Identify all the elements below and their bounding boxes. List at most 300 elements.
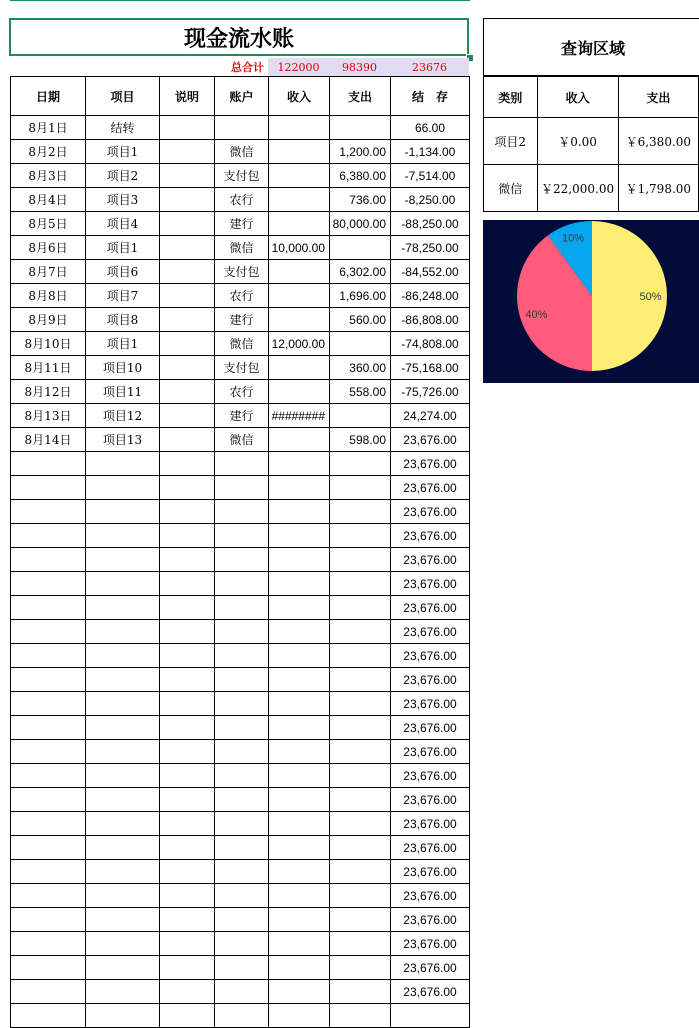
cell-income[interactable] <box>269 284 330 308</box>
cell-expense[interactable] <box>330 236 391 260</box>
cell-income[interactable]: 10,000.00 <box>269 236 330 260</box>
cell-income[interactable] <box>269 788 330 812</box>
cell-note[interactable] <box>160 740 215 764</box>
cell-item[interactable]: 项目7 <box>86 284 160 308</box>
cell-income[interactable] <box>269 620 330 644</box>
cell-account[interactable]: 微信 <box>215 140 269 164</box>
cell-expense[interactable] <box>330 980 391 1004</box>
query-title-cell[interactable] <box>483 18 699 76</box>
cell-income[interactable] <box>269 932 330 956</box>
cell-account[interactable]: 支付包 <box>215 356 269 380</box>
header-note[interactable]: 说明 <box>160 77 215 116</box>
ledger-row <box>11 908 470 932</box>
totals-expense: 98390 <box>342 60 377 74</box>
cell-balance[interactable]: 23,676.00 <box>391 956 470 980</box>
cell-item[interactable]: 结转 <box>86 116 160 140</box>
cell-account[interactable] <box>215 836 269 860</box>
cell-date[interactable] <box>11 500 86 524</box>
cell-item[interactable] <box>86 716 160 740</box>
cell-income[interactable]: ######## <box>269 404 330 428</box>
cell-date[interactable]: 8月10日 <box>11 332 86 356</box>
cell-income[interactable] <box>269 956 330 980</box>
cell-account[interactable] <box>215 716 269 740</box>
cell-item[interactable]: 项目1 <box>86 332 160 356</box>
cell-date[interactable]: 8月4日 <box>11 188 86 212</box>
cell-item[interactable]: 项目1 <box>86 236 160 260</box>
cell-balance[interactable]: 23,676.00 <box>391 452 470 476</box>
cell-balance[interactable]: 23,676.00 <box>391 620 470 644</box>
cell-note[interactable] <box>160 356 215 380</box>
cell-account[interactable] <box>215 740 269 764</box>
cell-income[interactable] <box>269 1004 330 1028</box>
cell-date[interactable] <box>11 956 86 980</box>
cell-date[interactable]: 8月11日 <box>11 356 86 380</box>
cell-account[interactable]: 建行 <box>215 404 269 428</box>
cell-note[interactable] <box>160 236 215 260</box>
cell-note[interactable] <box>160 956 215 980</box>
cell-balance[interactable]: 23,676.00 <box>391 668 470 692</box>
cell-expense[interactable] <box>330 932 391 956</box>
cell-note[interactable] <box>160 164 215 188</box>
cell-account[interactable]: 农行 <box>215 188 269 212</box>
cell-account[interactable]: 支付包 <box>215 164 269 188</box>
header-account[interactable]: 账户 <box>215 77 269 116</box>
cell-income[interactable] <box>269 716 330 740</box>
cell-date[interactable] <box>11 692 86 716</box>
cell-date[interactable]: 8月5日 <box>11 212 86 236</box>
cell-account[interactable]: 微信 <box>215 428 269 452</box>
cell-balance[interactable]: 23,676.00 <box>391 884 470 908</box>
cell-account[interactable]: 建行 <box>215 212 269 236</box>
cell-note[interactable] <box>160 332 215 356</box>
cell-account[interactable] <box>215 524 269 548</box>
cell-income[interactable] <box>269 884 330 908</box>
cell-note[interactable] <box>160 884 215 908</box>
cell-item[interactable] <box>86 452 160 476</box>
cell-account[interactable] <box>215 884 269 908</box>
cell-balance[interactable]: 23,676.00 <box>391 692 470 716</box>
cell-balance[interactable]: 23,676.00 <box>391 524 470 548</box>
cell-date[interactable] <box>11 1004 86 1028</box>
query-header-row <box>484 77 699 118</box>
ledger-row <box>11 380 470 404</box>
cell-date[interactable] <box>11 860 86 884</box>
cell-balance[interactable]: 23,676.00 <box>391 428 470 452</box>
cell-item[interactable]: 项目11 <box>86 380 160 404</box>
cell-income[interactable] <box>269 572 330 596</box>
cell-date[interactable] <box>11 596 86 620</box>
cell-balance[interactable]: 23,676.00 <box>391 740 470 764</box>
cell-balance[interactable]: -86,808.00 <box>391 308 470 332</box>
cell-expense[interactable]: 558.00 <box>330 380 391 404</box>
cell-note[interactable] <box>160 620 215 644</box>
cell-expense[interactable] <box>330 812 391 836</box>
cell-expense[interactable]: 1,200.00 <box>330 140 391 164</box>
cell-expense[interactable] <box>330 596 391 620</box>
cell-note[interactable] <box>160 932 215 956</box>
cell-note[interactable] <box>160 524 215 548</box>
cell-item[interactable]: 项目13 <box>86 428 160 452</box>
query-header-expense[interactable]: 支出 <box>618 77 698 118</box>
cell-account[interactable] <box>215 788 269 812</box>
cell-note[interactable] <box>160 476 215 500</box>
cell-expense[interactable] <box>330 956 391 980</box>
cell-expense[interactable] <box>330 644 391 668</box>
cell-expense[interactable]: 598.00 <box>330 428 391 452</box>
cell-balance[interactable]: 23,676.00 <box>391 716 470 740</box>
cell-income[interactable] <box>269 164 330 188</box>
cell-expense[interactable] <box>330 548 391 572</box>
cell-date[interactable] <box>11 476 86 500</box>
totals-balance-cell[interactable] <box>390 58 469 76</box>
cell-date[interactable]: 8月13日 <box>11 404 86 428</box>
cell-account[interactable] <box>215 116 269 140</box>
ledger-row <box>11 836 470 860</box>
cell-account[interactable]: 农行 <box>215 284 269 308</box>
totals-label-cell[interactable] <box>214 58 264 76</box>
cell-date[interactable] <box>11 980 86 1004</box>
query-cell-expense[interactable]: ￥1,798.00 <box>618 165 698 212</box>
cell-expense[interactable] <box>330 500 391 524</box>
cell-income[interactable] <box>269 428 330 452</box>
cell-expense[interactable] <box>330 884 391 908</box>
totals-income-cell[interactable] <box>268 58 329 76</box>
cell-expense[interactable] <box>330 908 391 932</box>
cell-expense[interactable] <box>330 332 391 356</box>
cell-note[interactable] <box>160 212 215 236</box>
cell-balance[interactable]: -8,250.00 <box>391 188 470 212</box>
ledger-row <box>11 404 470 428</box>
cell-item[interactable] <box>86 884 160 908</box>
cell-account[interactable] <box>215 644 269 668</box>
cell-expense[interactable] <box>330 716 391 740</box>
cell-note[interactable] <box>160 116 215 140</box>
cell-item[interactable] <box>86 932 160 956</box>
cell-item[interactable] <box>86 524 160 548</box>
query-cell-income[interactable]: ￥0.00 <box>537 118 618 165</box>
cell-note[interactable] <box>160 308 215 332</box>
cell-expense[interactable] <box>330 836 391 860</box>
cell-account[interactable] <box>215 908 269 932</box>
cell-income[interactable] <box>269 596 330 620</box>
ledger-row <box>11 164 470 188</box>
cell-item[interactable] <box>86 596 160 620</box>
cell-expense[interactable] <box>330 788 391 812</box>
cell-item[interactable] <box>86 812 160 836</box>
cell-date[interactable] <box>11 572 86 596</box>
cell-income[interactable] <box>269 836 330 860</box>
cell-income[interactable] <box>269 764 330 788</box>
cell-account[interactable] <box>215 452 269 476</box>
cell-balance[interactable]: -78,250.00 <box>391 236 470 260</box>
cell-item[interactable] <box>86 764 160 788</box>
cell-account[interactable] <box>215 500 269 524</box>
cell-date[interactable]: 8月7日 <box>11 260 86 284</box>
cell-expense[interactable]: 736.00 <box>330 188 391 212</box>
cell-item[interactable]: 项目3 <box>86 188 160 212</box>
cell-account[interactable]: 微信 <box>215 236 269 260</box>
cell-note[interactable] <box>160 260 215 284</box>
cell-account[interactable] <box>215 860 269 884</box>
cell-expense[interactable]: 560.00 <box>330 308 391 332</box>
cell-account[interactable] <box>215 572 269 596</box>
cell-expense[interactable] <box>330 452 391 476</box>
cell-account[interactable]: 支付包 <box>215 260 269 284</box>
cell-income[interactable] <box>269 740 330 764</box>
cell-balance[interactable]: 23,676.00 <box>391 932 470 956</box>
cell-note[interactable] <box>160 716 215 740</box>
cell-income[interactable] <box>269 356 330 380</box>
cell-balance[interactable]: 23,676.00 <box>391 908 470 932</box>
query-cell-expense[interactable]: ￥6,380.00 <box>618 118 698 165</box>
cell-income[interactable] <box>269 212 330 236</box>
cell-expense[interactable]: 6,302.00 <box>330 260 391 284</box>
cell-note[interactable] <box>160 500 215 524</box>
cell-balance[interactable]: 23,676.00 <box>391 836 470 860</box>
cell-balance[interactable]: 23,676.00 <box>391 764 470 788</box>
cell-expense[interactable] <box>330 116 391 140</box>
cell-account[interactable] <box>215 812 269 836</box>
cell-income[interactable] <box>269 548 330 572</box>
cell-item[interactable] <box>86 788 160 812</box>
query-cell-category[interactable]: 项目2 <box>484 118 538 165</box>
cell-balance[interactable]: 23,676.00 <box>391 572 470 596</box>
cell-balance[interactable]: 23,676.00 <box>391 812 470 836</box>
query-header-income[interactable]: 收入 <box>537 77 618 118</box>
cell-expense[interactable] <box>330 860 391 884</box>
cell-date[interactable] <box>11 524 86 548</box>
cell-item[interactable]: 项目4 <box>86 212 160 236</box>
cell-account[interactable] <box>215 596 269 620</box>
cell-balance[interactable]: 23,676.00 <box>391 788 470 812</box>
cell-note[interactable] <box>160 908 215 932</box>
cell-note[interactable] <box>160 980 215 1004</box>
cell-item[interactable] <box>86 548 160 572</box>
cell-note[interactable] <box>160 140 215 164</box>
cell-date[interactable] <box>11 908 86 932</box>
ledger-row <box>11 764 470 788</box>
cell-date[interactable] <box>11 716 86 740</box>
cell-expense[interactable] <box>330 620 391 644</box>
cell-account[interactable]: 微信 <box>215 332 269 356</box>
cell-item[interactable]: 项目1 <box>86 140 160 164</box>
cell-account[interactable] <box>215 764 269 788</box>
cell-balance[interactable]: -74,808.00 <box>391 332 470 356</box>
cell-item[interactable]: 项目12 <box>86 404 160 428</box>
cell-balance[interactable]: 23,676.00 <box>391 644 470 668</box>
cell-account[interactable] <box>215 668 269 692</box>
cell-income[interactable] <box>269 116 330 140</box>
cell-balance[interactable]: -1,134.00 <box>391 140 470 164</box>
cell-account[interactable] <box>215 1004 269 1028</box>
cell-date[interactable]: 8月8日 <box>11 284 86 308</box>
cell-item[interactable] <box>86 980 160 1004</box>
header-date[interactable]: 日期 <box>11 77 86 116</box>
cell-item[interactable]: 项目10 <box>86 356 160 380</box>
cell-note[interactable] <box>160 788 215 812</box>
cell-balance[interactable]: -75,726.00 <box>391 380 470 404</box>
cell-note[interactable] <box>160 548 215 572</box>
cell-item[interactable] <box>86 692 160 716</box>
cell-expense[interactable] <box>330 476 391 500</box>
cell-balance[interactable]: 66.00 <box>391 116 470 140</box>
cell-expense[interactable]: 1,696.00 <box>330 284 391 308</box>
cell-item[interactable] <box>86 740 160 764</box>
cell-date[interactable] <box>11 644 86 668</box>
cell-item[interactable]: 项目2 <box>86 164 160 188</box>
cell-date[interactable] <box>11 812 86 836</box>
cell-income[interactable] <box>269 812 330 836</box>
cell-balance[interactable]: 23,676.00 <box>391 980 470 1004</box>
cell-expense[interactable] <box>330 764 391 788</box>
cell-date[interactable]: 8月9日 <box>11 308 86 332</box>
cell-expense[interactable] <box>330 1004 391 1028</box>
cell-item[interactable] <box>86 668 160 692</box>
cell-date[interactable]: 8月3日 <box>11 164 86 188</box>
cell-income[interactable] <box>269 380 330 404</box>
cell-balance[interactable]: -75,168.00 <box>391 356 470 380</box>
cell-note[interactable] <box>160 812 215 836</box>
ledger-row <box>11 884 470 908</box>
cell-date[interactable]: 8月6日 <box>11 236 86 260</box>
sheet-title-cell[interactable] <box>9 18 469 56</box>
cell-date[interactable] <box>11 548 86 572</box>
cell-item[interactable] <box>86 956 160 980</box>
cell-income[interactable] <box>269 260 330 284</box>
cell-expense[interactable] <box>330 404 391 428</box>
cell-item[interactable] <box>86 500 160 524</box>
cell-income[interactable] <box>269 908 330 932</box>
cell-item[interactable] <box>86 860 160 884</box>
cell-note[interactable] <box>160 596 215 620</box>
cell-note[interactable] <box>160 692 215 716</box>
cell-income[interactable] <box>269 668 330 692</box>
cell-expense[interactable] <box>330 524 391 548</box>
cell-item[interactable] <box>86 476 160 500</box>
cell-expense[interactable] <box>330 692 391 716</box>
cell-balance[interactable]: 23,676.00 <box>391 860 470 884</box>
cell-income[interactable] <box>269 980 330 1004</box>
cell-income[interactable] <box>269 476 330 500</box>
cell-note[interactable] <box>160 380 215 404</box>
cell-note[interactable] <box>160 284 215 308</box>
cell-date[interactable]: 8月12日 <box>11 380 86 404</box>
cell-item[interactable] <box>86 836 160 860</box>
cell-balance[interactable]: -7,514.00 <box>391 164 470 188</box>
cell-income[interactable] <box>269 644 330 668</box>
cell-note[interactable] <box>160 572 215 596</box>
cell-balance[interactable]: 23,676.00 <box>391 548 470 572</box>
cell-balance[interactable]: -88,250.00 <box>391 212 470 236</box>
cell-note[interactable] <box>160 860 215 884</box>
cell-expense[interactable]: 360.00 <box>330 356 391 380</box>
cell-balance[interactable]: -84,552.00 <box>391 260 470 284</box>
ledger-row <box>11 332 470 356</box>
pie-chart[interactable] <box>483 220 699 383</box>
cell-balance[interactable]: -86,248.00 <box>391 284 470 308</box>
cell-balance[interactable]: 24,274.00 <box>391 404 470 428</box>
cell-item[interactable]: 项目8 <box>86 308 160 332</box>
cell-date[interactable] <box>11 620 86 644</box>
cell-date[interactable]: 8月2日 <box>11 140 86 164</box>
cell-income[interactable]: 12,000.00 <box>269 332 330 356</box>
totals-expense-cell[interactable] <box>329 58 390 76</box>
header-item[interactable]: 项目 <box>86 77 160 116</box>
cell-balance[interactable]: 23,676.00 <box>391 596 470 620</box>
header-expense[interactable]: 支出 <box>330 77 391 116</box>
cell-date[interactable] <box>11 932 86 956</box>
cell-account[interactable] <box>215 548 269 572</box>
cell-date[interactable]: 8月14日 <box>11 428 86 452</box>
cell-income[interactable] <box>269 308 330 332</box>
cell-item[interactable] <box>86 1004 160 1028</box>
cell-date[interactable] <box>11 764 86 788</box>
cell-income[interactable] <box>269 188 330 212</box>
cell-item[interactable] <box>86 908 160 932</box>
cell-note[interactable] <box>160 764 215 788</box>
cell-note[interactable] <box>160 668 215 692</box>
cell-income[interactable] <box>269 524 330 548</box>
cell-note[interactable] <box>160 452 215 476</box>
cell-item[interactable] <box>86 644 160 668</box>
cell-account[interactable]: 农行 <box>215 380 269 404</box>
cell-expense[interactable] <box>330 740 391 764</box>
cell-balance[interactable]: 23,676.00 <box>391 476 470 500</box>
query-cell-income[interactable]: ￥22,000.00 <box>537 165 618 212</box>
cell-income[interactable] <box>269 452 330 476</box>
cell-income[interactable] <box>269 860 330 884</box>
cell-expense[interactable]: 6,380.00 <box>330 164 391 188</box>
cell-income[interactable] <box>269 500 330 524</box>
cell-account[interactable] <box>215 620 269 644</box>
cell-date[interactable] <box>11 668 86 692</box>
cell-note[interactable] <box>160 428 215 452</box>
cell-item[interactable] <box>86 572 160 596</box>
cell-item[interactable] <box>86 620 160 644</box>
cell-account[interactable] <box>215 476 269 500</box>
cell-date[interactable] <box>11 836 86 860</box>
cell-balance[interactable]: 23,676.00 <box>391 500 470 524</box>
pie-slice-label: 10% <box>561 232 585 245</box>
cell-date[interactable] <box>11 884 86 908</box>
cell-item[interactable]: 项目6 <box>86 260 160 284</box>
cell-note[interactable] <box>160 188 215 212</box>
cell-balance[interactable] <box>391 1004 470 1028</box>
query-header-category[interactable]: 类别 <box>484 77 538 118</box>
cell-account[interactable] <box>215 692 269 716</box>
cell-date[interactable] <box>11 788 86 812</box>
header-income[interactable]: 收入 <box>269 77 330 116</box>
cell-date[interactable] <box>11 740 86 764</box>
cell-note[interactable] <box>160 836 215 860</box>
cell-income[interactable] <box>269 692 330 716</box>
cell-account[interactable] <box>215 980 269 1004</box>
query-cell-category[interactable]: 微信 <box>484 165 538 212</box>
cell-account[interactable] <box>215 956 269 980</box>
cell-income[interactable] <box>269 140 330 164</box>
cell-expense[interactable]: 80,000.00 <box>330 212 391 236</box>
header-balance[interactable]: 结 存 <box>391 77 470 116</box>
cell-date[interactable] <box>11 452 86 476</box>
cell-note[interactable] <box>160 644 215 668</box>
cell-account[interactable] <box>215 932 269 956</box>
cell-note[interactable] <box>160 1004 215 1028</box>
cell-note[interactable] <box>160 404 215 428</box>
cell-expense[interactable] <box>330 572 391 596</box>
cell-expense[interactable] <box>330 668 391 692</box>
cell-date[interactable]: 8月1日 <box>11 116 86 140</box>
cell-account[interactable]: 建行 <box>215 308 269 332</box>
